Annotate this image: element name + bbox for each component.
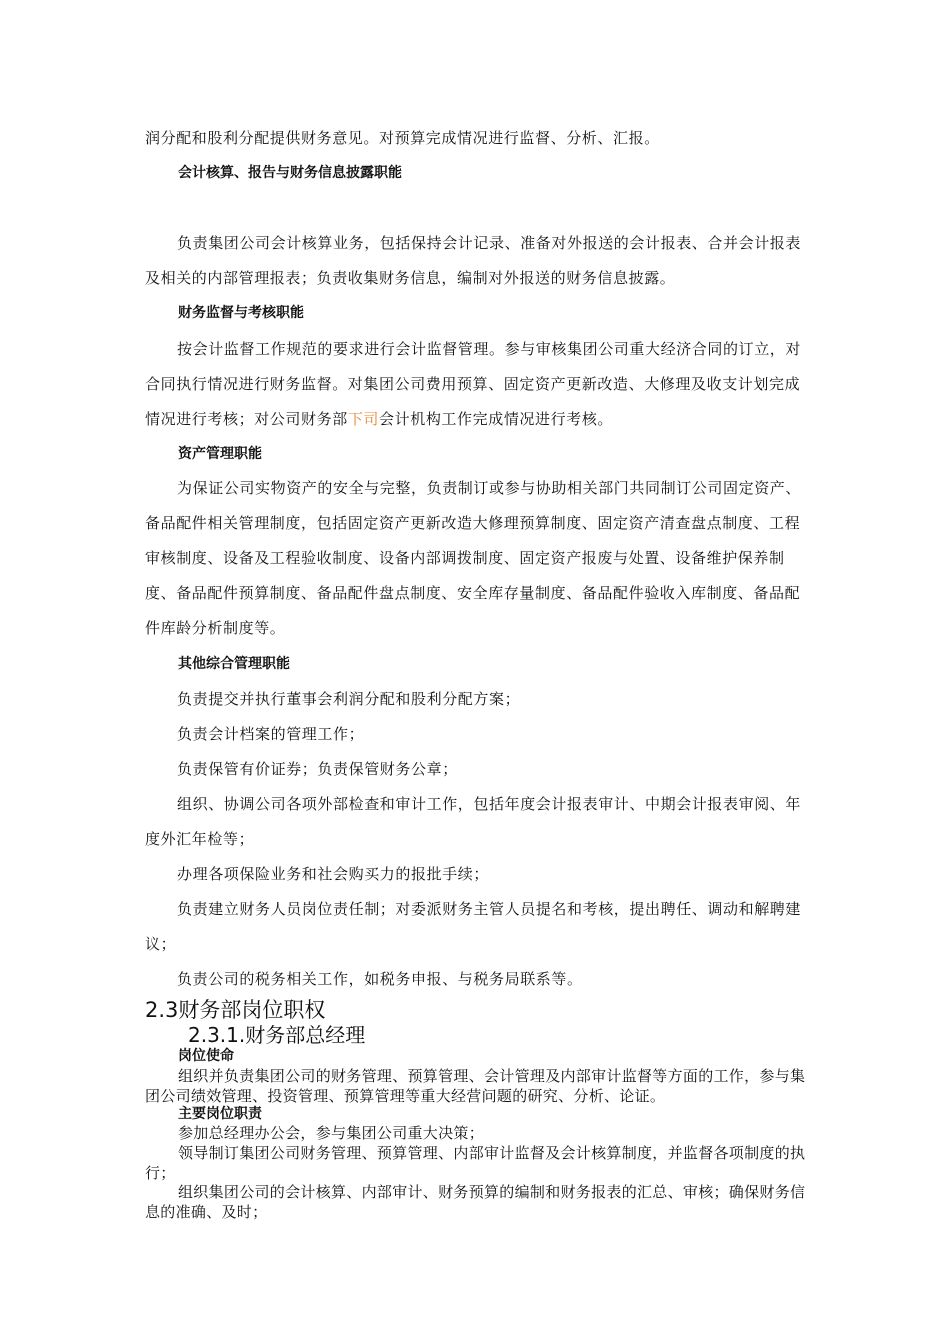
- paragraph-supervision-function: [145, 332, 815, 437]
- section-title-2-3: 2.3财务部岗位职权: [145, 998, 326, 1022]
- supervision-text-after: 会计机构工作完成情况进行考核。: [379, 410, 614, 428]
- subsection-title-2-3-1: 2.3.1.财务部总经理: [188, 1023, 366, 1047]
- heading-asset-function: 资产管理职能: [178, 446, 262, 462]
- other-item-2: 负责会计档案的管理工作；: [177, 725, 365, 743]
- other-item-1: 负责提交并执行董事会利润分配和股利分配方案；: [177, 690, 521, 708]
- duty-item-1: 参加总经理办公会，参与集团公司重大决策；: [178, 1124, 485, 1142]
- other-item-5: 办理各项保险业务和社会购买力的报批手续；: [177, 865, 490, 883]
- other-item-3: 负责保管有价证券；负责保管财务公章；: [177, 760, 458, 778]
- other-item-4: 组织、协调公司各项外部检查和审计工作，包括年度会计报表审计、中期会计报表审阅、年度外汇年检等；: [145, 795, 802, 848]
- paragraph-asset-function: 为保证公司实物资产的安全与完整，负责制订或参与协助相关部门共同制订公司固定资产、备品配件相关管理制度，包括固定资产更新改造大修理预算制度、固定资产清查盘点制度、工程审核制度、设备及工程验收制度、设备内部调拨制度、固定资产报废与处置、设备维护保养制度、备品配件预算制度、备品配件盘点制度、安全库存量制度、备品配件验收入库制度、备品配件库龄分析制度等。: [145, 479, 802, 637]
- xiasi-link[interactable]: 下司: [347, 410, 380, 428]
- duty-item-3: 组织集团公司的会计核算、内部审计、财务预算的编制和财务报表的汇总、审核；确保财务信息的准确、及时；: [145, 1183, 806, 1221]
- supervision-text-before: 按会计监督工作规范的要求进行会计监督管理。参与审核集团公司重大经济合同的订立，对合同执行情况进行财务监督。对集团公司费用预算、固定资产更新改造、大修理及收支计划完成情况进行考核；对公司财务部: [145, 340, 802, 428]
- heading-accounting-function: 会计核算、报告与财务信息披露职能: [178, 165, 402, 181]
- paragraph-budget-continuation: 润分配和股利分配提供财务意见。对预算完成情况进行监督、分析、汇报。: [145, 129, 660, 147]
- paragraph-accounting-function: 负责集团公司会计核算业务，包括保持会计记录、准备对外报送的会计报表、合并会计报表及相关的内部管理报表；负责收集财务信息，编制对外报送的财务信息披露。: [145, 234, 802, 287]
- heading-main-duties: 主要岗位职责: [178, 1106, 262, 1122]
- other-item-6: 负责建立财务人员岗位责任制；对委派财务主管人员提名和考核，提出聘任、调动和解聘建议；: [145, 900, 802, 953]
- other-item-7: 负责公司的税务相关工作，如税务申报、与税务局联系等。: [177, 970, 583, 988]
- paragraph-mission: 组织并负责集团公司的财务管理、预算管理、会计管理及内部审计监督等方面的工作，参与集团公司绩效管理、投资管理、预算管理等重大经营问题的研究、分析、论证。: [145, 1067, 806, 1105]
- duty-item-2: 领导制订集团公司财务管理、预算管理、内部审计监督及会计核算制度，并监督各项制度的执行；: [145, 1144, 806, 1182]
- heading-mission: 岗位使命: [178, 1048, 234, 1064]
- heading-other-function: 其他综合管理职能: [178, 656, 290, 672]
- heading-supervision-function: 财务监督与考核职能: [178, 305, 304, 321]
